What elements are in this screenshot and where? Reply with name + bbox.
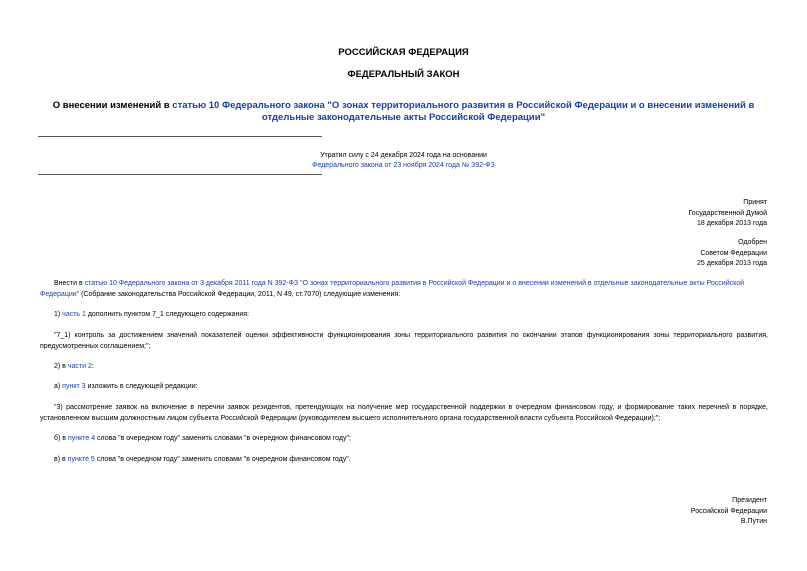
approved-date: 25 декабря 2013 года <box>696 260 767 267</box>
law-title <box>40 100 767 124</box>
item2-suffix: : <box>91 363 94 370</box>
subitem-v <box>40 455 768 466</box>
doc-type-heading: ФЕДЕРАЛЬНЫЙ ЗАКОН <box>347 69 460 80</box>
item1-prefix: 1) <box>54 311 63 318</box>
status-link[interactable]: Федерального закона от 23 ноября 2024 года № 392-ФЗ <box>312 162 495 169</box>
b-suffix: слова "в очередном году" заменить словами "в очередном финансовом году"; <box>95 435 351 442</box>
accepted-date: 18 декабря 2013 года <box>696 220 767 227</box>
b-prefix: б) в <box>54 435 68 442</box>
divider-top <box>38 136 322 137</box>
a-link[interactable]: пункт 3 <box>62 383 86 390</box>
a-suffix: изложить в следующей редакции: <box>85 383 198 390</box>
b-link[interactable]: пункте 4 <box>67 435 96 442</box>
intro-paragraph <box>40 279 768 300</box>
accepted-by: Государственной Думой <box>688 209 767 217</box>
subitem-a <box>40 382 768 393</box>
country-heading: РОССИЙСКАЯ ФЕДЕРАЦИЯ <box>338 47 469 58</box>
intro-prefix: Внести в <box>54 280 85 287</box>
signature-name: В.Путин <box>740 518 767 525</box>
subitem-b <box>40 434 768 445</box>
v-suffix: слова "в очередном году" заменить словами "в очередном финансовом году". <box>94 456 351 463</box>
adoption-council <box>697 238 767 270</box>
item1-link[interactable]: часть 1 <box>62 311 86 318</box>
signature-position-2: Российской Федерации <box>690 507 767 515</box>
item2-prefix: 2) в <box>54 363 68 370</box>
item1-quote: "7_1) контроль за достижением значений показателей оценки эффективности функционирования зоны территориального развития по окончании этапов функционирования зоны территориального развития, предусмотренных соглашением;"; <box>40 332 768 350</box>
title-prefix: О внесении изменений в <box>52 100 173 111</box>
v-link[interactable]: пункте 5 <box>67 456 95 463</box>
v-prefix: в) в <box>54 456 68 463</box>
intro-link[interactable]: статью 10 Федерального закона от 3 декабря 2011 года N 392-ФЗ "О зонах территориального развития в Российской Федерации и о внесении изменений в отдельные законодательные акты Российской Федерации" <box>40 280 745 298</box>
a-prefix: а) <box>54 383 63 390</box>
intro-suffix: (Собрание законодательства Российской Федерации, 2011, N 49, ст.7070) следующие изменения: <box>79 290 401 298</box>
title-link[interactable]: статью 10 Федерального закона "О зонах территориального развития в Российской Федерации и о внесении изменений в отдельные законодательные акты Российской Федерации" <box>172 100 755 123</box>
approved-by: Советом Федерации <box>700 249 767 257</box>
status-line: Утратил силу с 24 декабря 2024 года на основании <box>320 152 487 159</box>
signature-position-1: Президент <box>732 497 767 504</box>
item-1 <box>40 310 768 321</box>
accepted-label: Принят <box>743 199 767 206</box>
adoption-duma <box>688 198 767 230</box>
approved-label: Одобрен <box>738 239 767 246</box>
item-2 <box>40 362 768 373</box>
signature-block <box>691 496 767 528</box>
a-quote: "3) рассмотрение заявок на включение в перечни заявок резидентов, претендующих на получение мер государственной поддержки в очередном финансовом году, и формирование таких перечней в порядке, установленном высшим должностным лицом субъекта Российской Федерации (руководителем высшего исполнительного органа государственной власти субъекта Российской Федерации);"; <box>40 404 768 422</box>
item2-link[interactable]: части 2 <box>67 363 92 370</box>
divider-bottom <box>38 174 322 175</box>
item1-suffix: дополнить пунктом 7_1 следующего содержания: <box>85 311 249 318</box>
